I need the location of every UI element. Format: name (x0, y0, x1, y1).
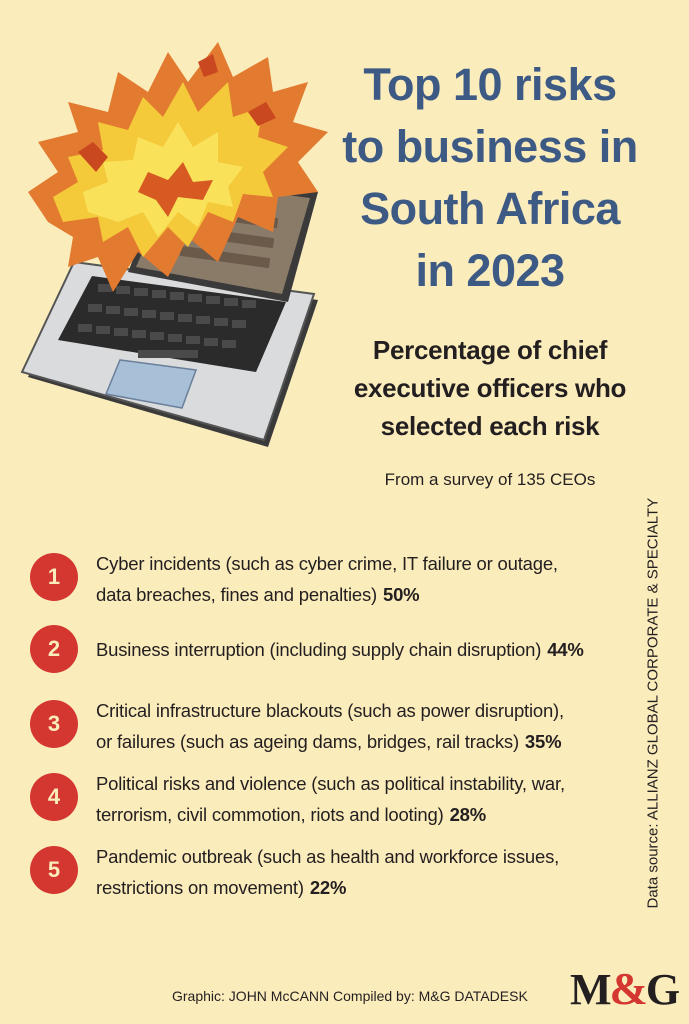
risk-line: Cyber incidents (such as cyber crime, IT failure or outage, (96, 553, 558, 574)
risk-description (96, 768, 656, 830)
risk-line: data breaches, fines and penalties) (96, 584, 377, 605)
title-line: Top 10 risks (363, 59, 617, 110)
credits: Graphic: JOHN McCANN Compiled by: M&G DATADESK (172, 988, 528, 1004)
rank-badge: 2 (30, 625, 78, 673)
risk-percent: 35% (524, 731, 562, 752)
logo-m: M (570, 965, 610, 1014)
burning-laptop-illustration (18, 22, 348, 452)
subtitle-line: executive officers who (353, 373, 627, 403)
subtitle-line: Percentage of chief (372, 335, 608, 365)
title-line: to business in (342, 121, 638, 172)
risk-line: restrictions on movement) (96, 877, 304, 898)
risk-percent: 50% (382, 584, 420, 605)
title-line: in 2023 (415, 245, 565, 296)
subtitle (320, 331, 660, 445)
rank-badge: 1 (30, 553, 78, 601)
risk-description (96, 548, 656, 610)
risk-line: or failures (such as ageing dams, bridges, rail tracks) (96, 731, 519, 752)
subtitle-line: selected each risk (380, 411, 600, 441)
rank-badge: 4 (30, 773, 78, 821)
logo-amp: & (609, 963, 646, 1014)
rank-badge: 5 (30, 846, 78, 894)
risk-percent: 22% (309, 877, 347, 898)
risk-line: Pandemic outbreak (such as health and workforce issues, (96, 846, 560, 867)
risk-line: Business interruption (including supply chain disruption) (96, 639, 542, 660)
risk-percent: 44% (547, 639, 584, 660)
title-line: South Africa (360, 183, 620, 234)
rank-badge: 3 (30, 700, 78, 748)
page-title (310, 54, 670, 302)
risk-line: terrorism, civil commotion, riots and looting) (96, 804, 444, 825)
risk-line: Political risks and violence (such as political instability, war, (96, 773, 565, 794)
risk-description (96, 841, 656, 903)
mg-logo (570, 962, 678, 1015)
survey-note: From a survey of 135 CEOs (384, 470, 596, 489)
data-source: Data source: ALLIANZ GLOBAL CORPORATE & SPECIALTY (644, 497, 662, 909)
risk-percent: 28% (449, 804, 486, 825)
logo-g: G (645, 965, 679, 1014)
risk-description (96, 634, 656, 665)
risk-line: Critical infrastructure blackouts (such as power disruption), (96, 700, 564, 721)
risk-description (96, 695, 656, 757)
